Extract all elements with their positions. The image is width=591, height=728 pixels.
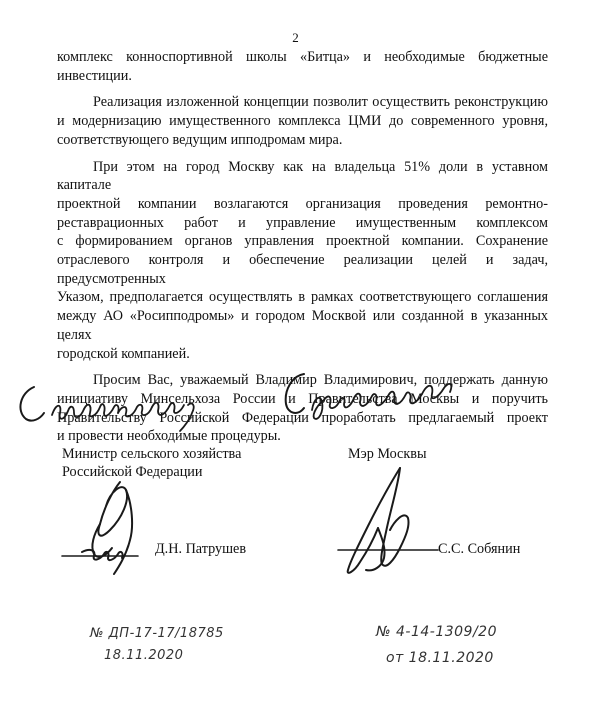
text-line: отраслевого контроля и обеспечение реализации целей и задач, предусмотренных [57, 252, 548, 287]
role-line: Российской Федерации [62, 463, 203, 480]
text-line: Просим Вас, уважаемый Владимир Владимирович, поддержать данную [93, 372, 548, 389]
right-registration-date: от 18.11.2020 [386, 650, 494, 666]
right-registration-number: № 4-14-1309/20 [376, 624, 497, 640]
left-signatory-role [62, 446, 241, 481]
text-line: Указом, предполагается осуществлять в рамках соответствующего соглашения [57, 289, 548, 306]
left-registration-date: 18.11.2020 [104, 648, 184, 663]
handwritten-greeting-right [278, 368, 478, 430]
text-line: Реализация изложенной концепции позволит осуществить реконструкцию [93, 94, 548, 111]
text-line: между АО «Росипподромы» и городом Москвой или созданной в указанных целях [57, 308, 548, 343]
paragraph-2 [57, 93, 548, 149]
text-line: с формированием органов управления проектной компании. Сохранение [57, 233, 548, 250]
paragraph-3 [57, 158, 548, 364]
text-line: и провести необходимые процедуры. [57, 428, 281, 445]
role-line: Министр сельского хозяйства [62, 446, 242, 462]
signature-patrushev [60, 478, 170, 588]
paragraph-1 [57, 48, 548, 85]
text-line: проектной компании возлагаются организация проведения ремонтно- [57, 195, 548, 212]
signature-sobyanin [320, 466, 440, 590]
handwritten-greeting-left [12, 375, 212, 435]
right-signatory-role: Мэр Москвы [348, 446, 427, 462]
page-number: 2 [292, 30, 299, 45]
left-registration-number: № ДП-17-17/18785 [90, 626, 224, 641]
text-line: реставрационных работ и управление имущественным комплексом [57, 214, 548, 231]
text-line: соответствующего ведущим ипподромам мира. [57, 131, 343, 148]
left-signatory-name: Д.Н. Патрушев [155, 541, 247, 557]
right-signatory-name: С.С. Собянин [438, 541, 521, 557]
text-line: и модернизацию имущественного комплекса ЦМИ до современного уровня, [57, 113, 548, 130]
text-line: городской компанией. [57, 345, 190, 362]
text-line: инициативу Минсельхоза России и Правительства Москвы и поручить [57, 390, 548, 407]
text-line: При этом на город Москву как на владельца 51% доли в уставном капитале [57, 158, 548, 194]
text-line: инвестиции. [57, 67, 132, 84]
text-line: комплекс конноспортивной школы «Битца» и необходимые бюджетные [57, 49, 548, 65]
text-line: Правительству Российской Федерации проработать предлагаемый проект [57, 409, 548, 426]
